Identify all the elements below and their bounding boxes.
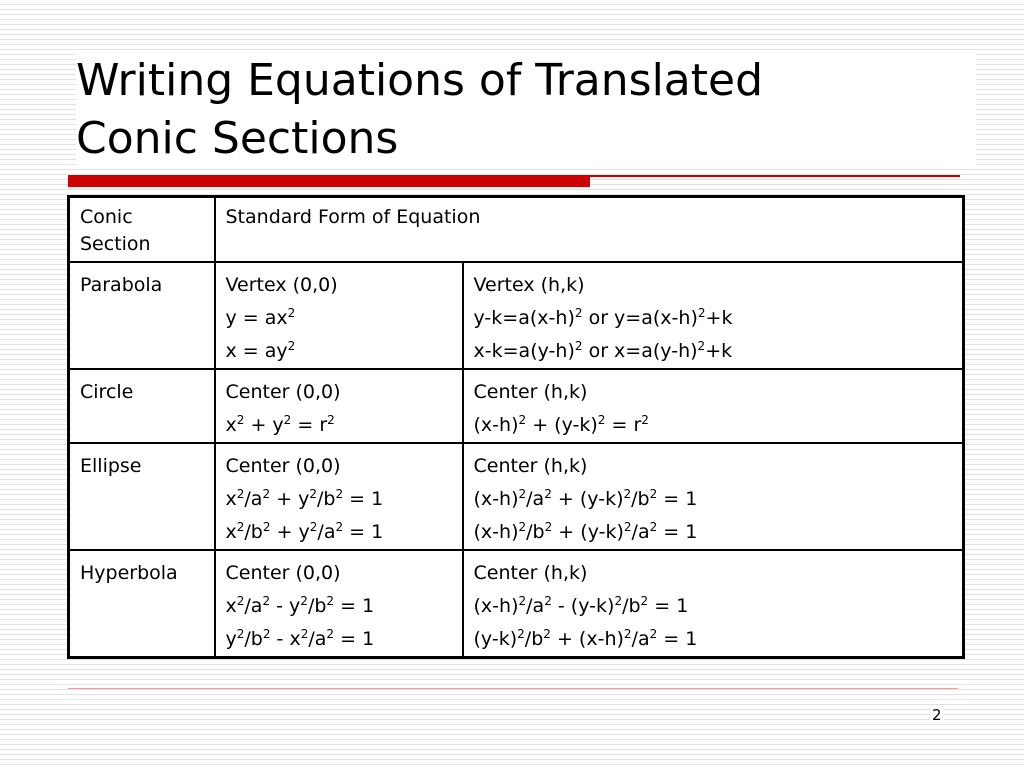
superscript-two: 2 <box>544 519 553 534</box>
slide-title-line-1: Writing Equations of Translated <box>76 55 764 106</box>
translated-cell <box>463 369 964 443</box>
superscript-two: 2 <box>236 519 245 534</box>
origin-label: Vertex (0,0) <box>225 273 338 296</box>
header-conic-label: Conic <box>80 206 133 228</box>
translated-equation-1: $(x-h)^2 + (y-k)^2 = r^2$ <box>473 412 649 436</box>
superscript-two: 2 <box>697 305 706 320</box>
origin-equation-1: $x^2 + y^2 = r^2$ <box>225 412 335 436</box>
row-name-cell: Circle <box>69 369 215 443</box>
superscript-two: 2 <box>309 519 318 534</box>
superscript-two: 2 <box>300 593 308 608</box>
superscript-two: 2 <box>518 593 527 608</box>
translated-label: Center (h,k) <box>473 561 588 584</box>
superscript-two: 2 <box>543 626 551 641</box>
translated-equation-2: $(y-k)^2/b^2 + (x-h)^2/a^2 = 1$ <box>473 626 698 650</box>
origin-cell <box>215 443 463 550</box>
superscript-two: 2 <box>641 412 649 427</box>
header-section-label: Section <box>80 233 151 255</box>
superscript-two: 2 <box>649 626 658 641</box>
superscript-two: 2 <box>614 593 623 608</box>
superscript-two: 2 <box>574 338 583 353</box>
superscript-two: 2 <box>335 519 344 534</box>
superscript-two: 2 <box>287 305 296 320</box>
origin-label: Center (0,0) <box>225 454 341 477</box>
header-conic-section <box>69 197 215 262</box>
superscript-two: 2 <box>649 519 658 534</box>
table-row-parabola <box>69 262 964 369</box>
translated-equation-1: $(x-h)^2/a^2 - (y-k)^2/b^2 = 1$ <box>473 593 689 617</box>
superscript-two: 2 <box>335 486 344 501</box>
origin-equation-2: $y^2/b^2 - x^2/a^2 = 1$ <box>225 626 375 650</box>
origin-label: Center (0,0) <box>225 561 341 584</box>
translated-cell <box>463 262 964 369</box>
title-accent-bar <box>68 175 590 187</box>
superscript-two: 2 <box>544 486 552 501</box>
superscript-two: 2 <box>697 338 706 353</box>
conic-equations-table <box>67 195 965 659</box>
superscript-two: 2 <box>640 593 649 608</box>
table-row-hyperbola <box>69 550 964 658</box>
footer-rule <box>68 688 958 689</box>
superscript-two: 2 <box>327 412 335 427</box>
superscript-two: 2 <box>518 519 527 534</box>
row-name-cell: Ellipse <box>69 443 215 550</box>
row-name-cell: Parabola <box>69 262 215 369</box>
superscript-two: 2 <box>262 593 271 608</box>
origin-equation-1: $y = ax^2$ <box>225 305 296 329</box>
superscript-two: 2 <box>300 626 309 641</box>
superscript-two: 2 <box>623 486 632 501</box>
superscript-two: 2 <box>623 626 632 641</box>
title-accent-line <box>590 175 960 177</box>
superscript-two: 2 <box>236 593 245 608</box>
origin-cell <box>215 550 463 658</box>
superscript-two: 2 <box>287 338 296 353</box>
superscript-two: 2 <box>544 593 552 608</box>
translated-equation-2: $(x-h)^2/b^2 + (y-k)^2/a^2 = 1$ <box>473 519 698 543</box>
translated-label: Center (h,k) <box>473 454 588 477</box>
translated-label: Center (h,k) <box>473 380 588 403</box>
superscript-two: 2 <box>262 486 271 501</box>
translated-cell <box>463 443 964 550</box>
origin-equation-1: $x^2/a^2 + y^2/b^2 = 1$ <box>225 486 384 510</box>
page-number: 2 <box>932 706 942 724</box>
superscript-two: 2 <box>518 486 527 501</box>
superscript-two: 2 <box>309 486 317 501</box>
superscript-two: 2 <box>597 412 606 427</box>
superscript-two: 2 <box>236 486 245 501</box>
superscript-two: 2 <box>326 626 335 641</box>
superscript-two: 2 <box>262 626 271 641</box>
translated-equation-2: $x-k=a(y-h)^2$ or $x=a(y-h)^2+k$ <box>473 338 733 362</box>
superscript-two: 2 <box>623 519 632 534</box>
origin-equation-2: $x = ay^2$ <box>225 338 296 362</box>
superscript-two: 2 <box>574 305 583 320</box>
translated-equation-1: $(x-h)^2/a^2 + (y-k)^2/b^2 = 1$ <box>473 486 698 510</box>
table-row-ellipse <box>69 443 964 550</box>
superscript-two: 2 <box>283 412 292 427</box>
row-name-cell: Hyperbola <box>69 550 215 658</box>
superscript-two: 2 <box>517 626 525 641</box>
origin-equation-2: $x^2/b^2 + y^2/a^2 = 1$ <box>225 519 384 543</box>
superscript-two: 2 <box>649 486 658 501</box>
header-standard-form: Standard Form of Equation <box>215 197 964 262</box>
superscript-two: 2 <box>518 412 527 427</box>
origin-label: Center (0,0) <box>225 380 341 403</box>
table-row-circle <box>69 369 964 443</box>
superscript-two: 2 <box>236 626 245 641</box>
origin-cell <box>215 369 463 443</box>
translated-cell <box>463 550 964 658</box>
translated-label: Vertex (h,k) <box>473 273 585 296</box>
table-header-row <box>69 197 964 262</box>
origin-equation-1: $x^2/a^2 - y^2/b^2 = 1$ <box>225 593 375 617</box>
slide-title <box>76 52 976 168</box>
superscript-two: 2 <box>236 412 245 427</box>
superscript-two: 2 <box>326 593 335 608</box>
superscript-two: 2 <box>262 519 271 534</box>
translated-equation-1: $y-k=a(x-h)^2$ or $y=a(x-h)^2+k$ <box>473 305 733 329</box>
origin-cell <box>215 262 463 369</box>
slide-title-line-2: Conic Sections <box>76 113 399 164</box>
